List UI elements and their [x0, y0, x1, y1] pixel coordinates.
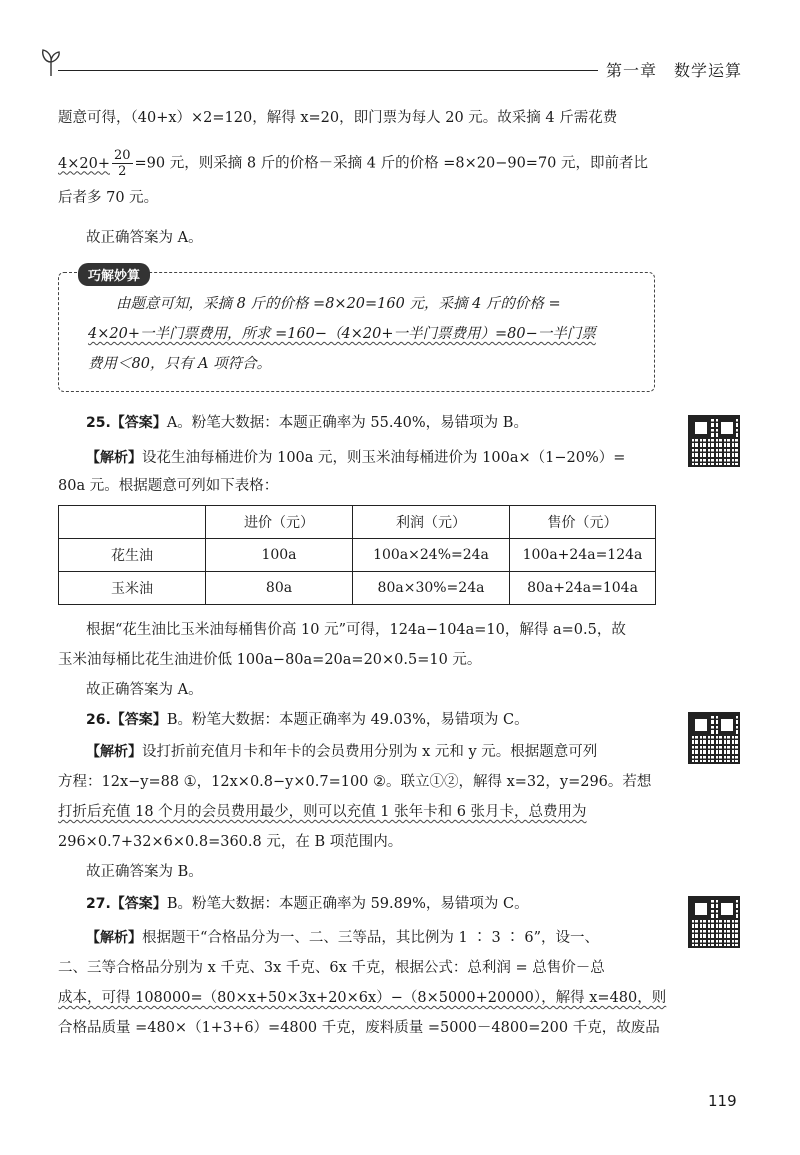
text-line: 根据“花生油比玉米油每桶售价高 10 元”可得，124a−104a=10，解得 a=0.5，故: [86, 622, 626, 638]
tip-text: 费用＜80，只有 A 项符合。: [88, 356, 272, 372]
page-number: 119: [708, 1092, 737, 1110]
leaf-icon: [40, 48, 62, 78]
table-row: [59, 539, 656, 572]
q27-answer: 27.【答案】B。粉笔大数据：本题正确率为 59.89%，易错项为 C。: [86, 896, 529, 912]
qr-code-icon[interactable]: [688, 415, 740, 467]
answer-line: 故正确答案为 B。: [86, 864, 203, 880]
text-line: 玉米油每桶比花生油进价低 100a−80a=20a=20×0.5=10 元。: [58, 652, 482, 668]
table-cell: 100a: [206, 539, 353, 572]
q25-analysis: 【解析】设花生油每桶进价为 100a 元，则玉米油每桶进价为 100a×（1−20%）=: [86, 450, 626, 466]
tip-text: 由题意可知，采摘 8 斤的价格 =8×20=160 元，采摘 4 斤的价格 =: [116, 296, 561, 312]
text-line: 题意可得，（40+x）×2=120，解得 x=20，即门票为每人 20 元。故采摘 4 斤需花费: [58, 110, 618, 126]
chapter-title: 第一章 数学运算: [606, 61, 743, 80]
table-cell: 100a+24a=124a: [510, 539, 656, 572]
tip-tag: 巧解妙算: [78, 263, 150, 286]
table-cell: 玉米油: [59, 572, 206, 605]
answer-line: 故正确答案为 A。: [86, 230, 203, 246]
text-line-fraction: 4×20+ $\frac{20}{2}$ =90 元，则采摘 8 斤的价格－采摘 4 斤的价格 =8×20−90=70 元，即前者比: [58, 148, 649, 179]
price-table: [58, 505, 656, 605]
fraction: $\frac{20}{2}$: [113, 148, 131, 179]
table-header-row: [59, 506, 656, 539]
qr-code-icon[interactable]: [688, 712, 740, 764]
table-header: [59, 506, 206, 539]
text-line: 296×0.7+32×6×0.8=360.8 元，在 B 项范围内。: [58, 834, 403, 850]
q26-answer: 26.【答案】B。粉笔大数据：本题正确率为 49.03%，易错项为 C。: [86, 712, 529, 728]
text-line: 方程：12x−y=88 ①，12x×0.8−y×0.7=100 ②。联立①②，解得 x=32，y=296。若想: [58, 774, 652, 790]
table-header: 售价（元）: [510, 506, 656, 539]
qr-code-icon[interactable]: [688, 896, 740, 948]
q26-analysis: 【解析】设打折前充值月卡和年卡的会员费用分别为 x 元和 y 元。根据题意可列: [86, 744, 598, 760]
table-header: 进价（元）: [206, 506, 353, 539]
header-rule: [58, 70, 598, 71]
table-cell: 80a+24a=104a: [510, 572, 656, 605]
q25-answer: 25.【答案】A。粉笔大数据：本题正确率为 55.40%，易错项为 B。: [86, 415, 528, 431]
answer-line: 故正确答案为 A。: [86, 682, 203, 698]
table-cell: 80a: [206, 572, 353, 605]
table-cell: 花生油: [59, 539, 206, 572]
text-line: 成本，可得 108000=（80×x+50×3x+20×6x）−（8×5000+20000），解得 x=480，则: [58, 990, 667, 1006]
table-header: 利润（元）: [353, 506, 510, 539]
text-line: 二、三等合格品分别为 x 千克、3x 千克、6x 千克，根据公式：总利润 = 总售价－总: [58, 960, 605, 976]
text-line: 合格品质量 =480×（1+3+6）=4800 千克，废料质量 =5000－4800=200 千克，故废品: [58, 1020, 660, 1036]
text-line: 打折后充值 18 个月的会员费用最少，则可以充值 1 张年卡和 6 张月卡，总费用为: [58, 804, 587, 820]
table-cell: 80a×30%=24a: [353, 572, 510, 605]
text-line: 后者多 70 元。: [58, 190, 159, 206]
table-row: [59, 572, 656, 605]
q27-analysis: 【解析】根据题干“合格品分为一、二、三等品，其比例为 1 ∶ 3 ∶ 6”，设一、: [86, 930, 600, 946]
tip-text: 4×20+一半门票费用，所求 =160−（4×20+一半门票费用）=80−一半门票: [88, 326, 596, 342]
table-cell: 100a×24%=24a: [353, 539, 510, 572]
text-line: 80a 元。根据题意可列如下表格：: [58, 478, 279, 494]
